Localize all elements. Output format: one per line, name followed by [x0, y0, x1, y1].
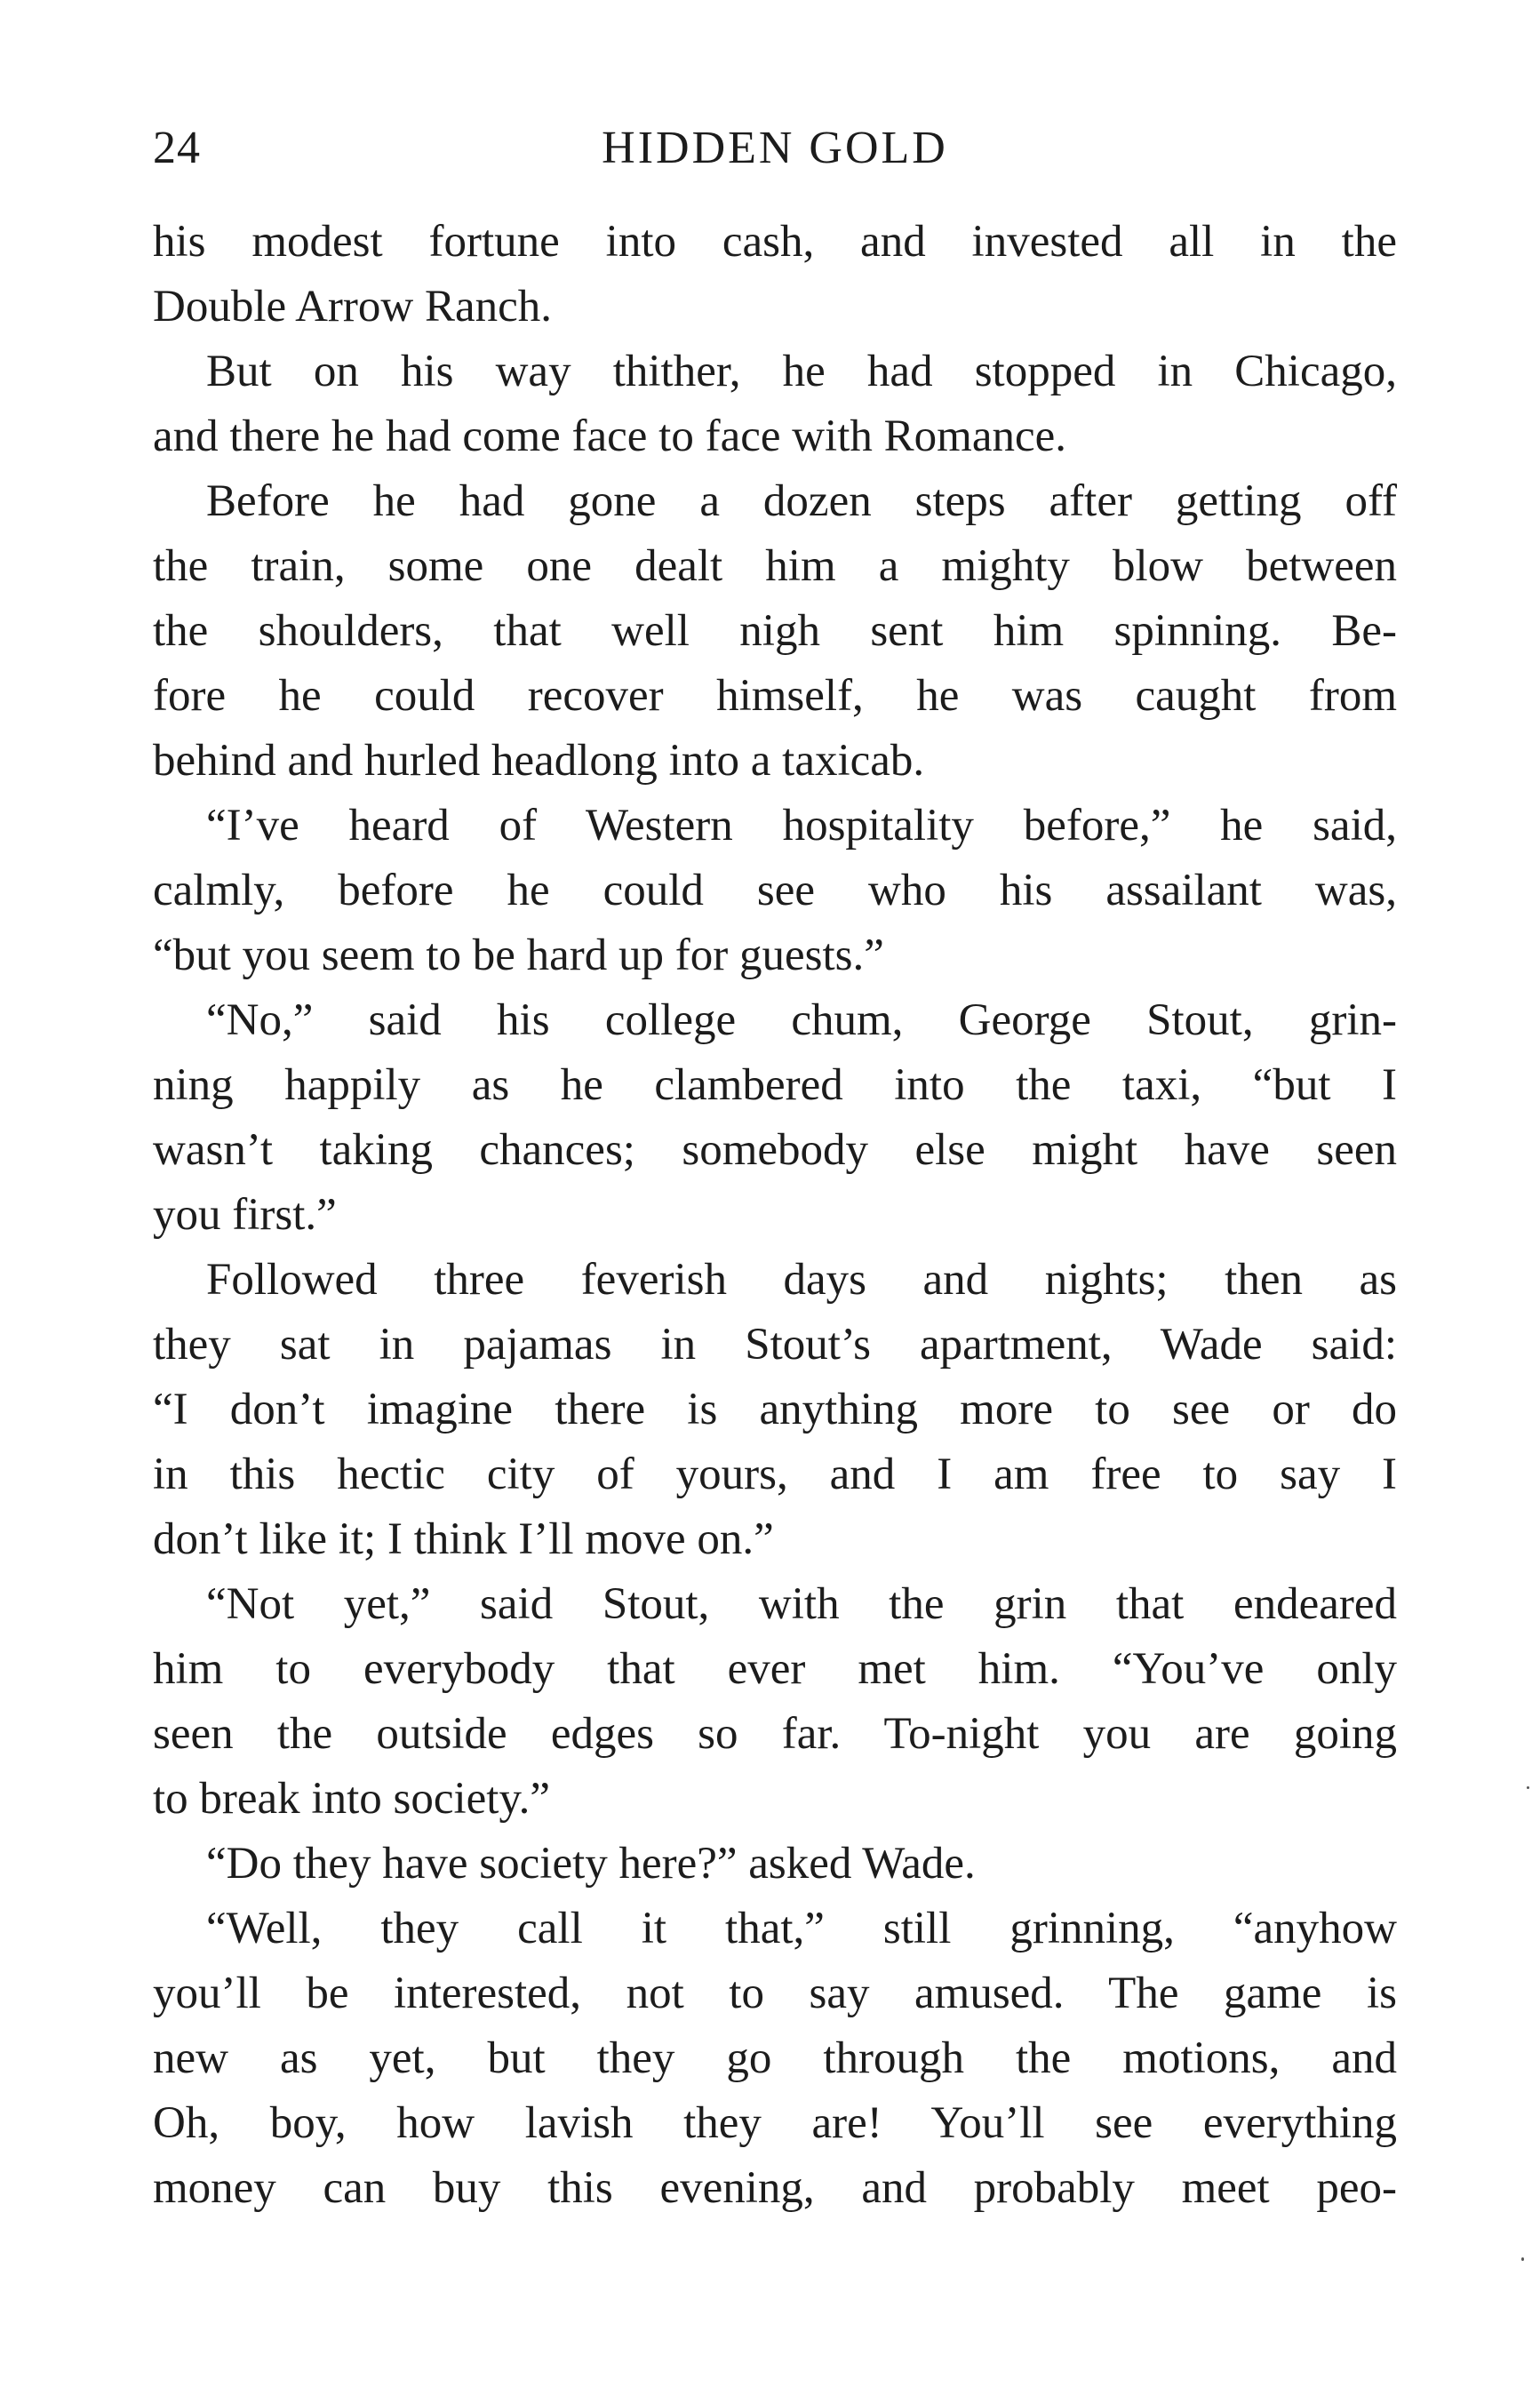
text-line: “No,” said his college chum, George Stout, grin- [206, 995, 1397, 1045]
text-line: in this hectic city of yours, and I am free to say I [153, 1450, 1397, 1499]
text-line: Double Arrow Ranch. [153, 282, 552, 331]
running-head [153, 117, 1397, 180]
text-line: seen the outside edges so far. To-night you are going [153, 1709, 1397, 1759]
text-line: the train, some one dealt him a mighty blow between [153, 541, 1397, 591]
text-line: wasn’t taking chances; somebody else might have seen [153, 1125, 1397, 1175]
text-line: new as yet, but they go through the motions, and [153, 2033, 1397, 2083]
text-line: you first.” [153, 1190, 337, 1240]
text-line: “but you seem to be hard up for guests.” [153, 930, 884, 980]
text-line: don’t like it; I think I’ll move on.” [153, 1514, 774, 1564]
text-line: him to everybody that ever met him. “You’ve only [153, 1644, 1397, 1694]
text-line: “I’ve heard of Western hospitality before,” he said, [206, 801, 1397, 851]
text-line: fore he could recover himself, he was caught from [153, 671, 1397, 721]
text-line: Followed three feverish days and nights; then as [206, 1255, 1397, 1305]
text-line: the shoulders, that well nigh sent him spinning. Be- [153, 606, 1397, 656]
text-line: they sat in pajamas in Stout’s apartment, Wade said: [153, 1320, 1397, 1370]
text-line: behind and hurled headlong into a taxicab. [153, 736, 925, 786]
text-line: Oh, boy, how lavish they are! You’ll see everything [153, 2098, 1397, 2148]
paper-speck [1527, 1786, 1529, 1789]
text-line: calmly, before he could see who his assailant was, [153, 866, 1397, 915]
text-line: and there he had come face to face with Romance. [153, 411, 1066, 461]
text-line: “Do they have society here?” asked Wade. [206, 1839, 976, 1889]
text-line: “Not yet,” said Stout, with the grin that endeared [206, 1579, 1397, 1629]
page-number: 24 [153, 123, 201, 173]
text-line: Before he had gone a dozen steps after getting off [206, 476, 1397, 526]
text-line: to break into society.” [153, 1774, 551, 1824]
text-line: “Well, they call it that,” still grinning, “anyhow [206, 1904, 1397, 1953]
text-line: ning happily as he clambered into the taxi, “but I [153, 1060, 1397, 1110]
text-line: money can buy this evening, and probably meet peo- [153, 2163, 1397, 2213]
running-title: HIDDEN GOLD [602, 123, 948, 173]
text-line: But on his way thither, he had stopped in Chicago, [206, 347, 1397, 396]
text-line: you’ll be interested, not to say amused. The game is [153, 1969, 1397, 2018]
paper-speck [1521, 2257, 1524, 2261]
text-line: “I don’t imagine there is anything more to see or do [153, 1385, 1397, 1434]
text-line: his modest fortune into cash, and invested all in the [153, 217, 1397, 267]
body-text [153, 210, 1397, 2221]
